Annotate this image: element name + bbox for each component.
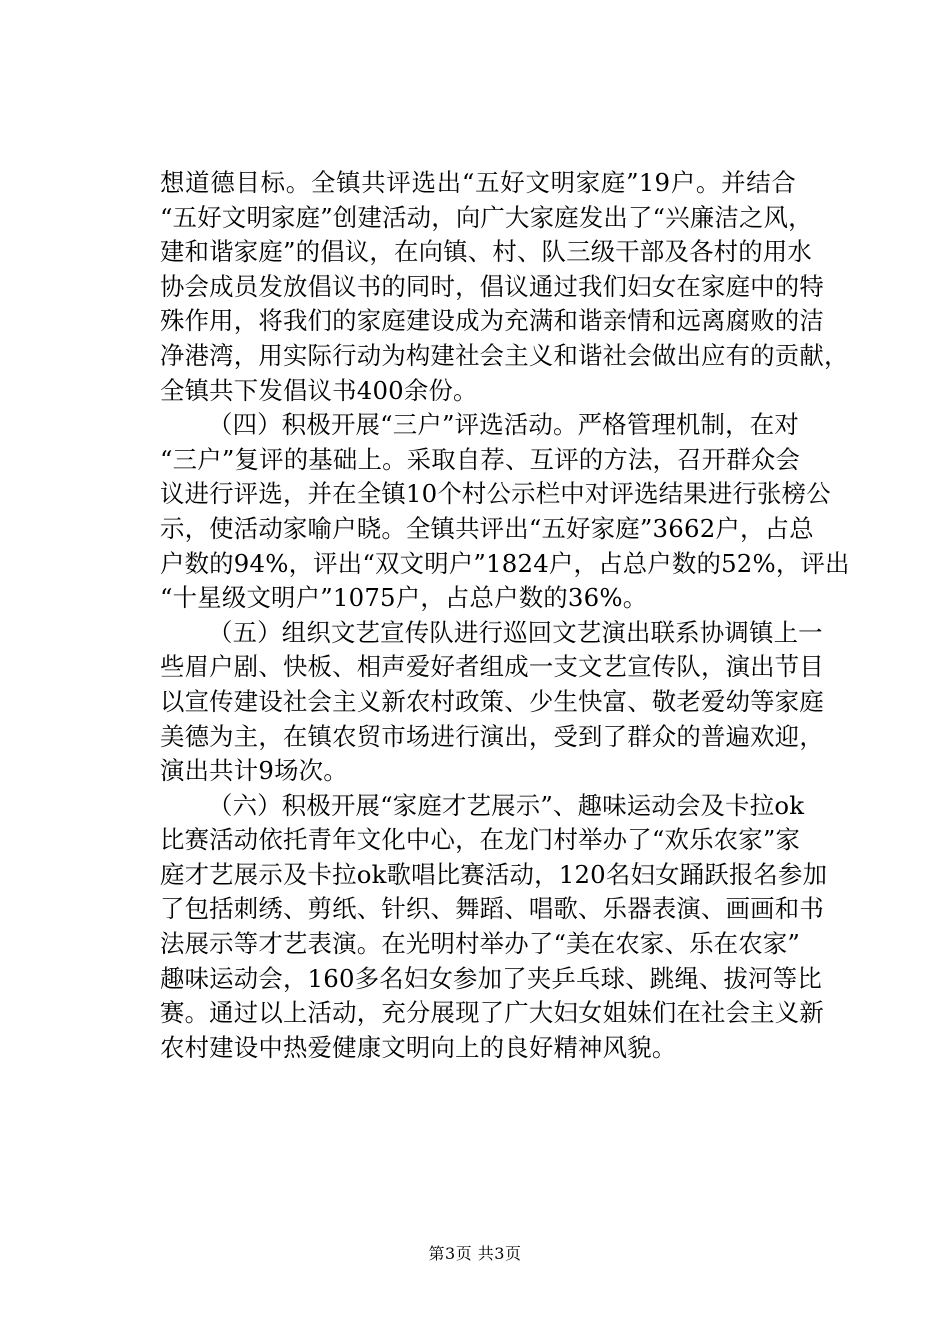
text-line: “五好文明家庭”创建活动，向广大家庭发出了“兴廉洁之风， — [160, 202, 813, 232]
paragraph-section-4 — [160, 408, 850, 616]
text-line: 户数的94%，评出“双文明户”1824户，占总户数的52%，评出 — [160, 548, 850, 578]
text-line: 些眉户剧、快板、相声爱好者组成一支文艺宣传队，演出节目 — [160, 652, 824, 682]
text-line: 殊作用，将我们的家庭建设成为充满和谐亲情和远离腐败的洁 — [160, 306, 824, 336]
text-line: 庭才艺展示及卡拉ok歌唱比赛活动，120名妇女踊跃报名参加 — [160, 859, 828, 889]
text-line: 趣味运动会，160多名妇女参加了夹乒乓球、跳绳、拔河等比 — [160, 963, 822, 993]
text-line: 示，使活动家喻户晓。全镇共评出“五好家庭”3662户，占总 — [160, 513, 814, 543]
paragraph-section-6 — [160, 789, 828, 1066]
text-line: 了包括刺绣、剪纸、针织、舞蹈、唱歌、乐器表演、画画和书 — [160, 894, 824, 924]
text-line: （四）积极开展“三户”评选活动。严格管理机制，在对 — [208, 410, 799, 440]
paragraph-section-5 — [160, 616, 824, 789]
text-line: 赛。通过以上活动，充分展现了广大妇女姐妹们在社会主义新 — [160, 998, 824, 1028]
text-line: 想道德目标。全镇共评选出“五好文明家庭”19户。并结合 — [160, 168, 796, 197]
text-line: 农村建设中热爱健康文明向上的良好精神风貌。 — [160, 1032, 677, 1062]
text-line: “三户”复评的基础上。采取自荐、互评的方法，召开群众会 — [160, 444, 801, 474]
text-line: 全镇共下发倡议书400余份。 — [160, 375, 478, 405]
text-line: （六）积极开展“家庭才艺展示”、趣味运动会及卡拉ok — [208, 790, 805, 820]
text-line: 美德为主，在镇农贸市场进行演出，受到了群众的普遍欢迎， — [160, 721, 824, 751]
text-line: （五）组织文艺宣传队进行巡回文艺演出联系协调镇上一 — [208, 617, 823, 647]
text-line: 建和谐家庭”的倡议，在向镇、村、队三级干部及各村的用水 — [160, 237, 813, 267]
text-line: 协会成员发放倡议书的同时，倡议通过我们妇女在家庭中的特 — [160, 271, 824, 301]
page-number-label: 第3页 共3页 — [428, 1244, 522, 1263]
page-footer — [0, 1244, 950, 1264]
paragraph-continuation — [160, 166, 849, 408]
text-line: 以宣传建设社会主义新农村政策、少生快富、敬老爱幼等家庭 — [160, 686, 824, 716]
text-line: “十星级文明户”1075户，占总户数的36%。 — [160, 583, 648, 613]
text-line: 净港湾，用实际行动为构建社会主义和谐社会做出应有的贡献， — [160, 340, 849, 370]
text-line: 议进行评选，并在全镇10个村公示栏中对评选结果进行张榜公 — [160, 479, 831, 509]
document-body — [160, 166, 850, 1065]
text-line: 演出共计9场次。 — [160, 756, 348, 786]
text-line: 比赛活动依托青年文化中心，在龙门村举办了“欢乐农家”家 — [160, 825, 801, 855]
text-line: 法展示等才艺表演。在光明村举办了“美在农家、乐在农家” — [160, 929, 801, 959]
